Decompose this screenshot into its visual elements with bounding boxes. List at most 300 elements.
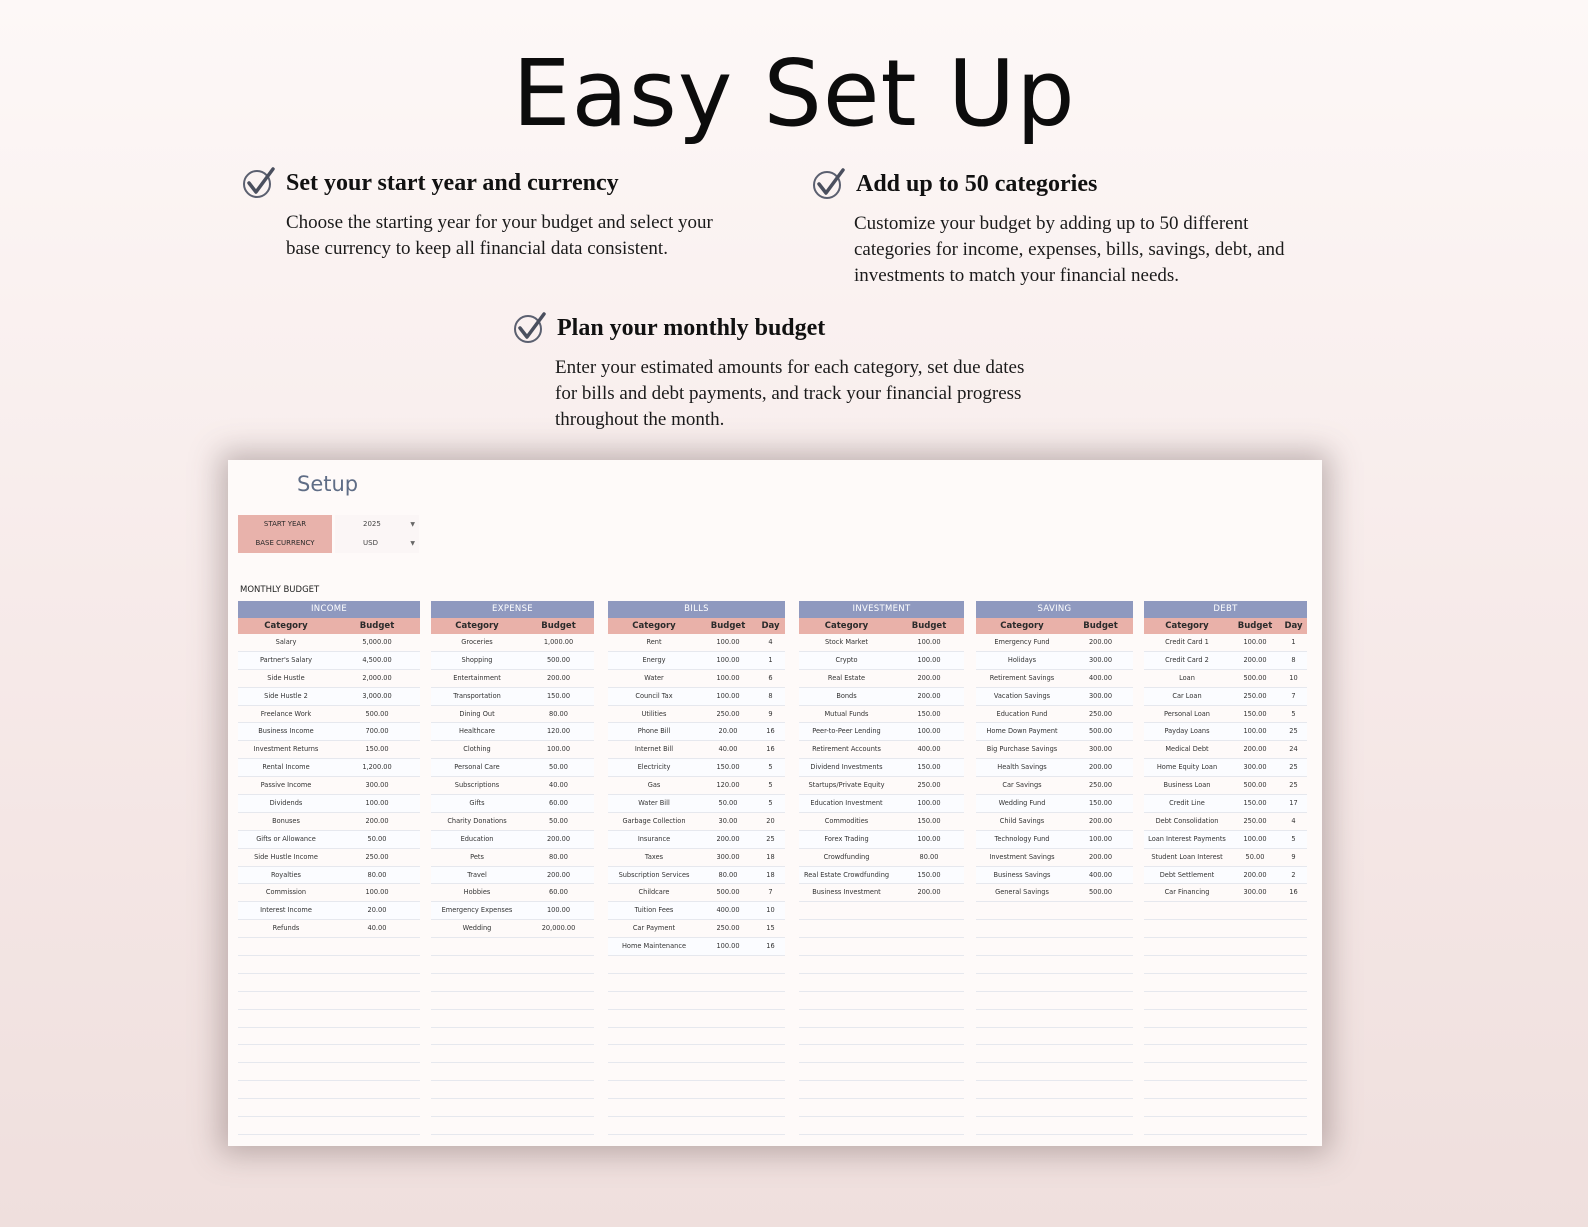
table-cell[interactable]: 9 bbox=[768, 709, 773, 718]
table-cell[interactable]: Retirement Savings bbox=[989, 673, 1055, 682]
table-cell[interactable]: 300.00 bbox=[1088, 745, 1113, 754]
empty-row[interactable] bbox=[1144, 920, 1307, 938]
table-cell[interactable]: 500.00 bbox=[1243, 781, 1267, 790]
table-row[interactable] bbox=[238, 670, 420, 688]
table-row[interactable] bbox=[799, 688, 964, 706]
empty-row[interactable] bbox=[608, 1028, 785, 1046]
table-row[interactable] bbox=[238, 723, 420, 741]
table-cell[interactable]: Council Tax bbox=[635, 691, 673, 700]
table-row[interactable] bbox=[431, 670, 594, 688]
table-cell[interactable]: 9 bbox=[1291, 852, 1296, 861]
table-cell[interactable]: 150.00 bbox=[716, 763, 740, 772]
table-cell[interactable]: 200.00 bbox=[365, 816, 389, 825]
table-cell[interactable]: Holidays bbox=[1007, 655, 1037, 664]
table-row[interactable] bbox=[976, 795, 1133, 813]
table-row[interactable] bbox=[431, 902, 594, 920]
table-cell[interactable]: Car Loan bbox=[1172, 691, 1202, 700]
table-cell[interactable]: 200.00 bbox=[1088, 816, 1113, 825]
empty-row[interactable] bbox=[608, 956, 785, 974]
table-row[interactable] bbox=[431, 813, 594, 831]
table-cell[interactable]: 50.00 bbox=[367, 834, 387, 843]
table-cell[interactable]: 500.00 bbox=[1088, 727, 1113, 736]
table-cell[interactable]: 2 bbox=[1291, 870, 1296, 879]
empty-row[interactable] bbox=[238, 1010, 420, 1028]
start-year-select[interactable] bbox=[335, 515, 419, 534]
table-row[interactable] bbox=[608, 723, 785, 741]
table-cell[interactable]: 7 bbox=[1291, 691, 1296, 700]
empty-row[interactable] bbox=[431, 1117, 594, 1135]
table-row[interactable] bbox=[799, 759, 964, 777]
table-cell[interactable]: 200.00 bbox=[917, 673, 941, 682]
table-cell[interactable]: Real Estate bbox=[827, 673, 866, 682]
table-row[interactable] bbox=[1144, 813, 1307, 831]
table-cell[interactable]: 150.00 bbox=[917, 816, 941, 825]
table-row[interactable] bbox=[431, 652, 594, 670]
table-cell[interactable]: 150.00 bbox=[1243, 709, 1267, 718]
table-row[interactable] bbox=[799, 741, 964, 759]
table-row[interactable] bbox=[608, 670, 785, 688]
table-cell[interactable]: Home Down Payment bbox=[986, 727, 1058, 736]
table-row[interactable] bbox=[431, 884, 594, 902]
table-cell[interactable]: Gas bbox=[647, 781, 661, 790]
table-row[interactable] bbox=[608, 849, 785, 867]
table-cell[interactable]: 150.00 bbox=[1088, 799, 1113, 808]
table-cell[interactable]: Peer-to-Peer Lending bbox=[812, 727, 881, 736]
table-cell[interactable]: Car Payment bbox=[632, 924, 676, 933]
table-row[interactable] bbox=[431, 920, 594, 938]
empty-row[interactable] bbox=[1144, 1099, 1307, 1117]
table-row[interactable] bbox=[799, 884, 964, 902]
table-row[interactable] bbox=[608, 831, 785, 849]
empty-row[interactable] bbox=[976, 956, 1133, 974]
table-row[interactable] bbox=[238, 920, 420, 938]
table-row[interactable] bbox=[608, 902, 785, 920]
empty-row[interactable] bbox=[431, 1063, 594, 1081]
table-cell[interactable]: 7 bbox=[768, 888, 773, 897]
currency-select[interactable] bbox=[335, 534, 419, 553]
table-cell[interactable]: Retirement Accounts bbox=[812, 745, 881, 754]
table-cell[interactable]: 250.00 bbox=[917, 781, 941, 790]
table-cell[interactable]: 250.00 bbox=[1088, 709, 1113, 718]
empty-row[interactable] bbox=[976, 1099, 1133, 1117]
empty-row[interactable] bbox=[1144, 902, 1307, 920]
empty-row[interactable] bbox=[976, 920, 1133, 938]
table-cell[interactable]: 3,000.00 bbox=[362, 691, 392, 700]
table-cell[interactable]: Interest Income bbox=[260, 906, 312, 915]
table-cell[interactable]: 10 bbox=[766, 906, 775, 915]
table-cell[interactable]: Personal Care bbox=[454, 763, 500, 772]
table-cell[interactable]: Car Savings bbox=[1002, 781, 1042, 790]
table-cell[interactable]: 500.00 bbox=[365, 709, 389, 718]
table-cell[interactable]: Charity Donations bbox=[447, 816, 507, 825]
table-cell[interactable]: Royalties bbox=[270, 870, 301, 879]
table-cell[interactable]: Education Fund bbox=[996, 709, 1048, 718]
table-cell[interactable]: 150.00 bbox=[917, 763, 941, 772]
table-cell[interactable]: 150.00 bbox=[917, 870, 941, 879]
table-row[interactable] bbox=[238, 759, 420, 777]
table-row[interactable] bbox=[976, 759, 1133, 777]
table-cell[interactable]: 250.00 bbox=[1088, 781, 1113, 790]
table-row[interactable] bbox=[608, 759, 785, 777]
table-cell[interactable]: 5 bbox=[1291, 709, 1296, 718]
table-cell[interactable]: Entertainment bbox=[453, 673, 501, 682]
table-cell[interactable]: 100.00 bbox=[716, 638, 740, 646]
table-cell[interactable]: Garbage Collection bbox=[622, 816, 686, 825]
table-cell[interactable]: Refunds bbox=[272, 924, 300, 933]
table-cell[interactable]: 400.00 bbox=[716, 906, 740, 915]
empty-row[interactable] bbox=[1144, 1010, 1307, 1028]
table-row[interactable] bbox=[799, 795, 964, 813]
table-cell[interactable]: 8 bbox=[768, 691, 773, 700]
table-cell[interactable]: 100.00 bbox=[1243, 638, 1267, 646]
empty-row[interactable] bbox=[608, 1099, 785, 1117]
table-cell[interactable]: 100.00 bbox=[546, 906, 571, 915]
table-cell[interactable]: Stock Market bbox=[824, 638, 868, 646]
table-cell[interactable]: Gifts or Allowance bbox=[256, 834, 316, 843]
empty-row[interactable] bbox=[799, 956, 964, 974]
table-row[interactable] bbox=[608, 706, 785, 724]
table-cell[interactable]: Passive Income bbox=[260, 781, 312, 790]
table-cell[interactable]: 40.00 bbox=[549, 781, 568, 790]
table-row[interactable] bbox=[238, 795, 420, 813]
table-cell[interactable]: 120.00 bbox=[716, 781, 740, 790]
table-row[interactable] bbox=[976, 831, 1133, 849]
table-cell[interactable]: Emergency Expenses bbox=[441, 906, 513, 915]
table-cell[interactable]: Business Loan bbox=[1163, 781, 1211, 790]
table-cell[interactable]: 10 bbox=[1289, 673, 1298, 682]
empty-row[interactable] bbox=[1144, 992, 1307, 1010]
table-row[interactable] bbox=[799, 813, 964, 831]
table-row[interactable] bbox=[238, 777, 420, 795]
empty-row[interactable] bbox=[976, 902, 1133, 920]
empty-row[interactable] bbox=[976, 1117, 1133, 1135]
table-cell[interactable]: Education bbox=[460, 834, 494, 843]
table-cell[interactable]: Business Savings bbox=[993, 870, 1051, 879]
empty-row[interactable] bbox=[799, 920, 964, 938]
table-cell[interactable]: 16 bbox=[766, 727, 775, 736]
table-cell[interactable]: 200.00 bbox=[1088, 638, 1113, 646]
table-row[interactable] bbox=[976, 723, 1133, 741]
empty-row[interactable] bbox=[608, 1010, 785, 1028]
table-row[interactable] bbox=[1144, 670, 1307, 688]
table-cell[interactable]: 100.00 bbox=[365, 888, 389, 897]
table-cell[interactable]: Commission bbox=[265, 888, 307, 897]
table-cell[interactable]: Credit Card 1 bbox=[1165, 638, 1209, 646]
empty-row[interactable] bbox=[431, 1099, 594, 1117]
table-row[interactable] bbox=[799, 867, 964, 885]
table-cell[interactable]: Transportation bbox=[453, 691, 501, 700]
table-cell[interactable]: 250.00 bbox=[1243, 816, 1267, 825]
table-cell[interactable]: 300.00 bbox=[1243, 888, 1267, 897]
table-cell[interactable]: Water bbox=[644, 673, 664, 682]
table-row[interactable] bbox=[238, 849, 420, 867]
table-cell[interactable]: Credit Card 2 bbox=[1165, 655, 1209, 664]
table-row[interactable] bbox=[431, 706, 594, 724]
table-row[interactable] bbox=[238, 634, 420, 652]
table-cell[interactable]: 60.00 bbox=[549, 799, 568, 808]
empty-row[interactable] bbox=[976, 1010, 1133, 1028]
empty-row[interactable] bbox=[799, 902, 964, 920]
table-row[interactable] bbox=[608, 920, 785, 938]
table-cell[interactable]: Emergency Fund bbox=[994, 638, 1050, 646]
table-cell[interactable]: 6 bbox=[768, 673, 773, 682]
table-cell[interactable]: Commodities bbox=[824, 816, 869, 825]
table-cell[interactable]: 1,200.00 bbox=[362, 763, 392, 772]
table-cell[interactable]: Health Savings bbox=[997, 763, 1047, 772]
empty-row[interactable] bbox=[608, 1063, 785, 1081]
empty-row[interactable] bbox=[608, 1045, 785, 1063]
table-row[interactable] bbox=[1144, 831, 1307, 849]
table-cell[interactable]: 18 bbox=[766, 852, 775, 861]
table-cell[interactable]: Groceries bbox=[461, 638, 493, 646]
dropdown-arrow-icon[interactable]: ▼ bbox=[410, 521, 415, 528]
table-cell[interactable]: 24 bbox=[1289, 745, 1298, 754]
empty-row[interactable] bbox=[431, 1045, 594, 1063]
table-row[interactable] bbox=[976, 688, 1133, 706]
table-row[interactable] bbox=[608, 938, 785, 956]
table-cell[interactable]: 700.00 bbox=[365, 727, 389, 736]
empty-row[interactable] bbox=[799, 1117, 964, 1135]
table-cell[interactable]: Crowdfunding bbox=[823, 852, 870, 861]
table-cell[interactable]: 16 bbox=[766, 745, 775, 754]
table-row[interactable] bbox=[608, 777, 785, 795]
table-cell[interactable]: 200.00 bbox=[1088, 763, 1113, 772]
table-row[interactable] bbox=[431, 867, 594, 885]
table-cell[interactable]: Forex Trading bbox=[824, 834, 869, 843]
table-cell[interactable]: Home Maintenance bbox=[621, 942, 687, 951]
table-cell[interactable]: 40.00 bbox=[718, 745, 738, 754]
table-cell[interactable]: 200.00 bbox=[546, 870, 571, 879]
table-row[interactable] bbox=[238, 867, 420, 885]
table-cell[interactable]: 8 bbox=[1291, 655, 1296, 664]
table-cell[interactable]: 50.00 bbox=[549, 816, 568, 825]
table-cell[interactable]: Dividend Investments bbox=[810, 763, 883, 772]
table-cell[interactable]: 300.00 bbox=[365, 781, 389, 790]
table-cell[interactable]: Debt Settlement bbox=[1159, 870, 1215, 879]
table-cell[interactable]: Big Purchase Savings bbox=[986, 745, 1058, 754]
table-cell[interactable]: 100.00 bbox=[917, 655, 941, 664]
table-cell[interactable]: Side Hustle bbox=[267, 673, 305, 682]
table-cell[interactable]: 20.00 bbox=[718, 727, 738, 736]
table-cell[interactable]: 80.00 bbox=[549, 709, 568, 718]
empty-row[interactable] bbox=[238, 974, 420, 992]
table-row[interactable] bbox=[238, 902, 420, 920]
table-cell[interactable]: 25 bbox=[1289, 763, 1298, 772]
table-cell[interactable]: 80.00 bbox=[919, 852, 939, 861]
table-cell[interactable]: Mutual Funds bbox=[824, 709, 869, 718]
table-row[interactable] bbox=[976, 652, 1133, 670]
empty-row[interactable] bbox=[799, 1063, 964, 1081]
table-cell[interactable]: 250.00 bbox=[716, 924, 740, 933]
table-cell[interactable]: 5 bbox=[768, 763, 773, 772]
table-cell[interactable]: 20.00 bbox=[367, 906, 387, 915]
table-cell[interactable]: Travel bbox=[467, 870, 487, 879]
table-row[interactable] bbox=[799, 849, 964, 867]
table-cell[interactable]: 80.00 bbox=[367, 870, 387, 879]
table-cell[interactable]: 16 bbox=[766, 942, 775, 951]
empty-row[interactable] bbox=[1144, 974, 1307, 992]
table-cell[interactable]: General Savings bbox=[995, 888, 1049, 897]
table-cell[interactable]: Childcare bbox=[638, 888, 670, 897]
table-cell[interactable]: Healthcare bbox=[459, 727, 495, 736]
empty-row[interactable] bbox=[976, 992, 1133, 1010]
table-cell[interactable]: 120.00 bbox=[546, 727, 571, 736]
empty-row[interactable] bbox=[608, 974, 785, 992]
table-cell[interactable]: 16 bbox=[1289, 888, 1298, 897]
table-row[interactable] bbox=[799, 706, 964, 724]
table-cell[interactable]: 50.00 bbox=[1245, 852, 1265, 861]
empty-row[interactable] bbox=[431, 1010, 594, 1028]
table-cell[interactable]: 25 bbox=[766, 834, 775, 843]
table-cell[interactable]: 5,000.00 bbox=[362, 638, 392, 646]
empty-row[interactable] bbox=[431, 992, 594, 1010]
table-row[interactable] bbox=[1144, 777, 1307, 795]
table-cell[interactable]: Wedding bbox=[462, 924, 492, 933]
table-cell[interactable]: 100.00 bbox=[1243, 834, 1267, 843]
table-row[interactable] bbox=[799, 831, 964, 849]
table-cell[interactable]: 20,000.00 bbox=[541, 924, 576, 933]
table-row[interactable] bbox=[608, 813, 785, 831]
table-cell[interactable]: 5 bbox=[768, 781, 773, 790]
table-row[interactable] bbox=[431, 849, 594, 867]
empty-row[interactable] bbox=[431, 1028, 594, 1046]
table-cell[interactable]: Salary bbox=[275, 638, 297, 646]
table-cell[interactable]: 250.00 bbox=[716, 709, 740, 718]
table-cell[interactable]: Subscription Services bbox=[618, 870, 690, 879]
table-cell[interactable]: 100.00 bbox=[917, 638, 941, 646]
table-row[interactable] bbox=[1144, 723, 1307, 741]
table-cell[interactable]: 200.00 bbox=[546, 834, 571, 843]
table-cell[interactable]: 100.00 bbox=[365, 799, 389, 808]
table-cell[interactable]: Car Financing bbox=[1164, 888, 1210, 897]
table-row[interactable] bbox=[608, 741, 785, 759]
table-cell[interactable]: 200.00 bbox=[716, 834, 740, 843]
table-cell[interactable]: 250.00 bbox=[365, 852, 389, 861]
table-cell[interactable]: Rent bbox=[646, 638, 662, 646]
empty-row[interactable] bbox=[608, 992, 785, 1010]
table-cell[interactable]: 100.00 bbox=[716, 655, 740, 664]
table-cell[interactable]: 100.00 bbox=[546, 745, 571, 754]
table-row[interactable] bbox=[1144, 884, 1307, 902]
empty-row[interactable] bbox=[1144, 938, 1307, 956]
empty-row[interactable] bbox=[238, 1063, 420, 1081]
empty-row[interactable] bbox=[976, 1063, 1133, 1081]
table-cell[interactable]: 1 bbox=[768, 655, 773, 664]
table-row[interactable] bbox=[799, 670, 964, 688]
table-cell[interactable]: Dividends bbox=[269, 799, 303, 808]
empty-row[interactable] bbox=[608, 1117, 785, 1135]
empty-row[interactable] bbox=[608, 1081, 785, 1099]
table-cell[interactable]: 150.00 bbox=[365, 745, 389, 754]
table-cell[interactable]: 50.00 bbox=[549, 763, 568, 772]
table-cell[interactable]: Crypto bbox=[835, 655, 858, 664]
table-cell[interactable]: Internet Bill bbox=[634, 745, 674, 754]
table-cell[interactable]: Insurance bbox=[637, 834, 671, 843]
table-row[interactable] bbox=[431, 795, 594, 813]
table-cell[interactable]: 100.00 bbox=[917, 799, 941, 808]
table-row[interactable] bbox=[976, 634, 1133, 652]
table-cell[interactable]: 40.00 bbox=[367, 924, 387, 933]
table-cell[interactable]: Phone Bill bbox=[637, 727, 671, 736]
table-row[interactable] bbox=[976, 670, 1133, 688]
table-row[interactable] bbox=[238, 831, 420, 849]
table-cell[interactable]: 500.00 bbox=[546, 655, 571, 664]
table-cell[interactable]: Side Hustle Income bbox=[254, 852, 318, 861]
table-row[interactable] bbox=[1144, 741, 1307, 759]
table-cell[interactable]: Child Savings bbox=[999, 816, 1045, 825]
table-cell[interactable]: Bonuses bbox=[272, 816, 300, 825]
table-row[interactable] bbox=[608, 884, 785, 902]
table-cell[interactable]: 200.00 bbox=[1243, 870, 1267, 879]
table-cell[interactable]: 1,000.00 bbox=[543, 638, 574, 646]
empty-row[interactable] bbox=[238, 1081, 420, 1099]
table-row[interactable] bbox=[1144, 634, 1307, 652]
table-cell[interactable]: Utilities bbox=[641, 709, 667, 718]
table-cell[interactable]: 20 bbox=[766, 816, 775, 825]
table-cell[interactable]: 400.00 bbox=[1088, 673, 1113, 682]
empty-row[interactable] bbox=[1144, 1045, 1307, 1063]
table-row[interactable] bbox=[238, 652, 420, 670]
empty-row[interactable] bbox=[976, 938, 1133, 956]
table-cell[interactable]: Freelance Work bbox=[260, 709, 312, 718]
empty-row[interactable] bbox=[238, 938, 420, 956]
table-cell[interactable]: Partner's Salary bbox=[259, 655, 313, 664]
table-row[interactable] bbox=[976, 849, 1133, 867]
dropdown-arrow-icon[interactable]: ▼ bbox=[410, 540, 415, 547]
table-row[interactable] bbox=[608, 652, 785, 670]
table-cell[interactable]: 50.00 bbox=[718, 799, 738, 808]
table-cell[interactable]: 100.00 bbox=[1088, 834, 1113, 843]
empty-row[interactable] bbox=[238, 1099, 420, 1117]
table-cell[interactable]: Debt Consolidation bbox=[1155, 816, 1219, 825]
table-cell[interactable]: 300.00 bbox=[1088, 655, 1113, 664]
table-cell[interactable]: 5 bbox=[1291, 834, 1296, 843]
table-cell[interactable]: Subscriptions bbox=[454, 781, 500, 790]
empty-row[interactable] bbox=[799, 1028, 964, 1046]
table-cell[interactable]: Rental Income bbox=[262, 763, 310, 772]
table-cell[interactable]: 250.00 bbox=[1243, 691, 1267, 700]
table-cell[interactable]: 100.00 bbox=[716, 942, 740, 951]
table-row[interactable] bbox=[431, 831, 594, 849]
table-cell[interactable]: 300.00 bbox=[1243, 763, 1267, 772]
table-cell[interactable]: Education Investment bbox=[810, 799, 883, 808]
table-row[interactable] bbox=[976, 777, 1133, 795]
empty-row[interactable] bbox=[799, 1045, 964, 1063]
table-cell[interactable]: Credit Line bbox=[1169, 799, 1205, 808]
table-cell[interactable]: 500.00 bbox=[1088, 888, 1113, 897]
table-cell[interactable]: 17 bbox=[1289, 799, 1298, 808]
table-row[interactable] bbox=[238, 741, 420, 759]
table-cell[interactable]: Technology Fund bbox=[994, 834, 1050, 843]
table-cell[interactable]: 150.00 bbox=[1243, 799, 1267, 808]
table-row[interactable] bbox=[238, 688, 420, 706]
table-cell[interactable]: Gifts bbox=[469, 799, 485, 808]
table-row[interactable] bbox=[238, 884, 420, 902]
table-cell[interactable]: Shopping bbox=[461, 655, 493, 664]
table-cell[interactable]: Loan Interest Payments bbox=[1148, 834, 1226, 843]
table-cell[interactable]: Taxes bbox=[644, 852, 664, 861]
table-row[interactable] bbox=[431, 759, 594, 777]
empty-row[interactable] bbox=[976, 974, 1133, 992]
table-cell[interactable]: Wedding Fund bbox=[998, 799, 1046, 808]
table-cell[interactable]: 1 bbox=[1291, 638, 1296, 646]
table-row[interactable] bbox=[1144, 759, 1307, 777]
table-cell[interactable]: 200.00 bbox=[917, 888, 941, 897]
table-cell[interactable]: 5 bbox=[768, 799, 773, 808]
table-cell[interactable]: Personal Loan bbox=[1164, 709, 1210, 718]
empty-row[interactable] bbox=[1144, 1063, 1307, 1081]
table-row[interactable] bbox=[1144, 706, 1307, 724]
